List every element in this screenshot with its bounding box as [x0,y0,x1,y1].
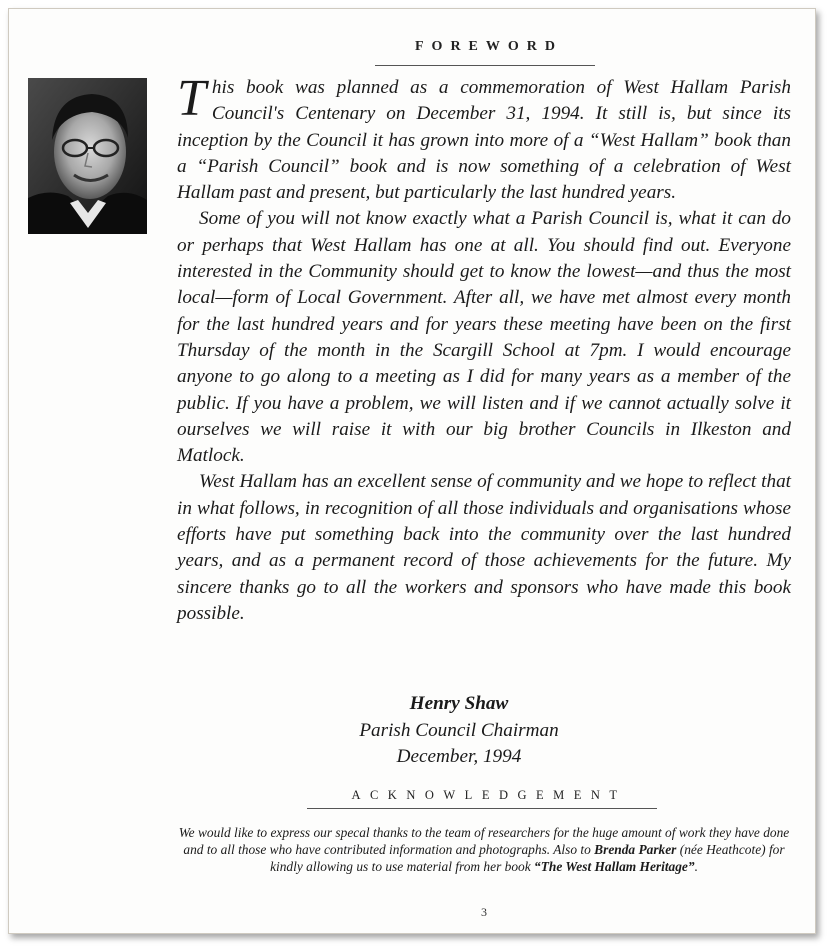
ack-text-part-3: . [694,859,698,875]
ack-person-name: Brenda Parker [594,842,677,858]
ack-text-part-2: (née Heathcote) for kindly allowing us to use material from her book [270,842,785,875]
foreword-body [177,70,791,627]
signature-date: December, 1994 [396,746,522,767]
foreword-paragraph-1 [177,70,791,206]
acknowledgement-text [177,824,791,876]
portrait-image [28,78,147,234]
document-page [8,8,816,934]
ack-text-part-1: We would like to express our specal thanks to the team of researchers for the huge amount of work they have done and to all those who have contributed information and photographs. Also to [178,825,790,858]
foreword-paragraph-3: West Hallam has an excellent sense of community and we hope to reflect that in what follows, in recognition of all those individuals and organisations whose efforts have put something back into the community over the last hundred years, and as a permanent record of those achievements for the future. My sincere thanks go to all the workers and sponsors who have made this book possible. [177,471,791,624]
signature-block [309,691,609,771]
signatory-title: Parish Council Chairman [359,719,559,741]
paragraph-1-text: his book was planned as a commemoration of West Hallam Parish Council's Centenary on December 31, 1994. It still is, but since its inception by the Council it has grown into more of a “West Hallam” book than a “Parish Council” book and is now something of a celebration of West Hallam past and present, but particularly the last hundred years. [177,77,791,204]
signatory-name: Henry Shaw [409,693,509,714]
heading-rule [375,65,595,66]
author-portrait-photo [28,78,147,234]
acknowledgement-heading: ACKNOWLEDGEMENT [351,788,627,802]
ack-book-title: “The West Hallam Heritage” [534,859,695,875]
foreword-heading: FOREWORD [415,39,563,54]
drop-cap: T [177,70,206,127]
acknowledgement-rule [307,808,657,809]
foreword-paragraph-2: Some of you will not know exactly what a Parish Council is, what it can do or perhaps that West Hallam has one at all. You should find out. Everyone interested in the Community should get to know the lowest—and thus the most local—form of Local Government. After all, we have met almost every month for the last hundred years and for years these meeting have been on the first Thursday of the month in the Scargill School at 7pm. I would encourage anyone to go along to a meeting as I did for many years as a member of the public. If you have a problem, we will listen and if we cannot actually solve it ourselves we will raise it with our big brother Councils in Ilkeston and Matlock. [177,208,791,467]
page-number: 3 [481,905,487,919]
